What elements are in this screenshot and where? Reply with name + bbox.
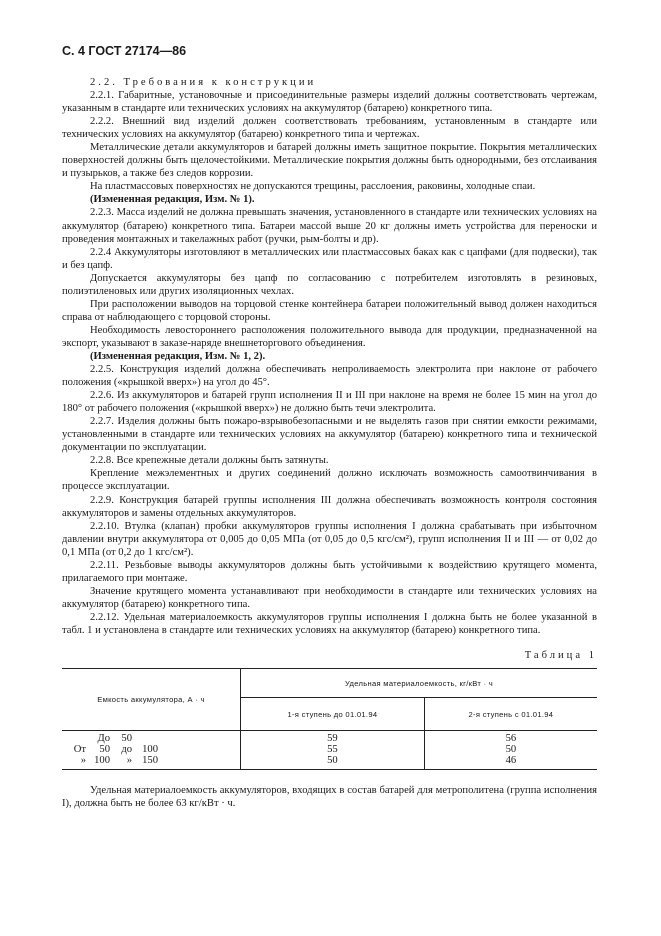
material-intensity-table [62, 668, 597, 770]
table-cell-stage2: 56 50 46 [505, 733, 517, 767]
paragraph: Удельная материалоемкость аккумуляторов, входящих в состав батарей для метрополитена (группа исполнения I), должна быть не более 63 кг/кВт · ч. [62, 785, 597, 810]
table-row: » 100 » 150 [80, 755, 158, 767]
table-header-stage1: 1-я ступень до 01.01.94 [241, 698, 425, 731]
paragraph: 2.2.12. Удельная материалоемкость аккумуляторов группы исполнения I должна быть не более указанной в табл. 1 и установлена в стандарте или технических условиях на аккумулятор (батарею) конкретного типа. [62, 611, 597, 636]
table-header-group: Удельная материалоемкость, кг/кВт · ч [241, 669, 598, 698]
paragraph: На пластмассовых поверхностях не допускаются трещины, расслоения, раковины, холодные спаи. [90, 181, 536, 193]
paragraph: 2.2.2. Внешний вид изделий должен соответствовать требованиям, установленным в стандарте или технических условиях на аккумулятор (батарею) конкретного типа и чертежах. [62, 116, 597, 141]
table-header-stage2: 2-я ступень с 01.01.94 [424, 698, 597, 731]
table-row: От 50 до 100 [73, 744, 158, 756]
paragraph: 2.2.3. Масса изделий не должна превышать значения, установленного в стандарте или технических условиях на аккумулятор (батарею) конкретного типа. Батареи массой выше 20 кг должны иметь устройства для переноски и проведения монтажных и такелажных работ (ручки, рым-болты и др). [62, 207, 597, 245]
table-header-capacity: Емкость аккумулятора, А · ч [62, 669, 241, 731]
paragraph: Металлические детали аккумуляторов и батарей должны иметь защитное покрытие. Покрытия металлических поверхностей должны быть щелочестойкими. Металлические покрытия должны быть однородными, без отслаивания и пузырьков, а также без следов коррозии. [62, 142, 597, 180]
paragraph: 2.2.4 Аккумуляторы изготовляют в металлических или пластмассовых баках как с цапфами (для подвески), так и без цапф. [62, 246, 597, 271]
table-cell-stage1: 59 55 50 [241, 731, 425, 770]
document-body [62, 76, 597, 637]
paragraph: Необходимость левостороннего расположения положительного вывода для продукции, предназначенной на экспорт, указывают в заказе-наряде внешнеторгового объединения. [62, 324, 597, 349]
paragraph: 2.2.7. Изделия должны быть пожаро-взрывобезопасными и не выделять газов при снятии емкости режимами, установленными в стандарте или технических условиях на аккумулятор (батарею) конкретного типа и технической документации по эксплуатации. [62, 416, 597, 454]
paragraph: 2.2.6. Из аккумуляторов и батарей групп исполнения II и III при наклоне на время не более 15 мин на угол до 180° от рабочего положения («крышкой вверх») не должно быть течи электролита. [62, 390, 597, 415]
page-header: С. 4 ГОСТ 27174—86 [62, 44, 187, 58]
paragraph: Допускается аккумуляторы без цапф по согласованию с потребителем изготовлять в резиновых, полиэтиленовых или других изоляционных чехлах. [62, 272, 597, 297]
paragraph: При расположении выводов на торцовой стенке контейнера батареи положительный вывод должен находиться справа от наблюдающего с торцовой стороны. [62, 298, 597, 323]
paragraph: 2.2.11. Резьбовые выводы аккумуляторов должны быть устойчивыми к воздействию крутящего момента, прилагаемого при монтаже. [62, 559, 597, 584]
table-cell-capacity [62, 731, 241, 770]
section-title: 2.2. Требования к конструкции [90, 77, 317, 88]
table-caption: Таблица 1 [524, 650, 597, 662]
paragraph: 2.2.10. Втулка (клапан) пробки аккумуляторов группы исполнения I должна срабатывать при избыточном давлении внутри аккумулятора от 0,005 до 0,05 МПа (от 0,05 до 0,5 кгс/см²), групп исполнения II и III — от 0,02 до 0,1 МПа (от 0,2 до 1 кгс/см²). [62, 520, 597, 558]
paragraph: Значение крутящего момента устанавливают при необходимости в стандарте или технических условиях на аккумулятор (батарею) конкретного типа. [62, 585, 597, 610]
paragraph: 2.2.5. Конструкция изделий должна обеспечивать непроливаемость электролита при наклоне от рабочего положения («крышкой вверх») на угол до 45°. [62, 364, 597, 389]
table-row: До 50 [97, 733, 132, 745]
paragraph: 2.2.8. Все крепежные детали должны быть затянуты. [90, 455, 329, 467]
paragraph: 2.2.9. Конструкция батарей группы исполнения III должна обеспечивать возможность контроля состояния аккумуляторов и замены отдельных аккумуляторов. [62, 494, 597, 519]
document-page [62, 40, 597, 810]
paragraph: Крепление межэлементных и других соединений должно исключать возможность самоотвинчивания в процессе эксплуатации. [62, 468, 597, 493]
footer-text-block [62, 784, 597, 810]
paragraph: 2.2.1. Габаритные, установочные и присоединительные размеры изделий должны соответствовать чертежам, указанным в стандарте или технических условиях на аккумулятор (батарею) конкретного типа. [62, 90, 597, 115]
amendment-note: (Измененная редакция, Изм. № 1, 2). [90, 350, 266, 362]
amendment-note: (Измененная редакция, Изм. № 1). [90, 194, 255, 206]
